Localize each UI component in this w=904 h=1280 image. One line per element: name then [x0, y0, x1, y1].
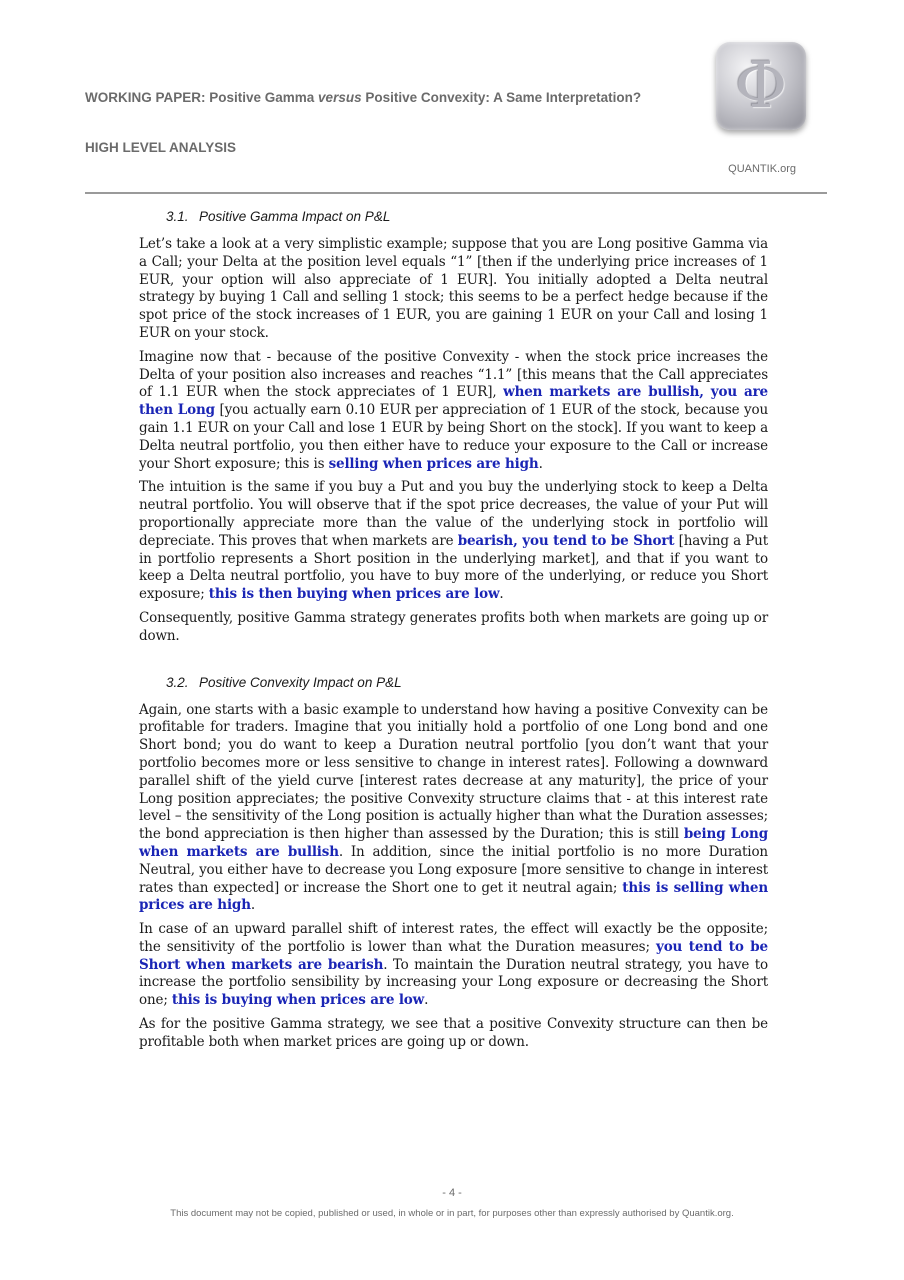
text-run: Again, one starts with a basic example to understand how having a positive Convexity can be profitable for traders. Imagine that you initially hold a portfolio of one Long bond and one Short bond; you do want to keep a Duration neutral portfolio [you don’t want that your portfolio becomes more or less sensitive to change in interest rates]. Following a downward parallel shift of the yield curve [interest rates decrease at any maturity], the price of your Long position appreciates; the positive Convexity structure claims that - at this interest rate level – the sensitivity of the Long position is actually higher than what the Duration assesses; the bond appreciation is then higher than assessed by the Duration; this is still	[139, 701, 768, 843]
paragraph	[139, 479, 768, 604]
text-run: The intuition is the same if you buy a Put and you buy the underlying stock to keep a Delta neutral portfolio. You will observe that if the spot price decreases, the value of your Put will proportionally appreciate more than the value of the underlying stock in portfolio will depreciate. This proves that when markets are	[139, 479, 768, 549]
highlight-text: this is buying when prices are low	[171, 992, 425, 1009]
site-label: QUANTIK.org	[728, 163, 796, 175]
phi-logo-icon: Φ	[734, 49, 788, 123]
highlight-text: this is then buying when prices are low	[208, 586, 500, 603]
header-divider	[85, 192, 827, 194]
paragraph: Consequently, positive Gamma strategy generates profits both when markets are going up or down.	[139, 609, 768, 644]
text-run: .	[499, 586, 504, 603]
text-run: .	[538, 455, 543, 472]
page-number: - 4 -	[442, 1187, 462, 1199]
highlight-text: bearish, you tend to be Short	[457, 532, 675, 549]
paragraph: Let’s take a look at a very simplistic example; suppose that you are Long positive Gamma via a Call; your Delta at the position level equals “1” [then if the underlying price increases of 1 EUR, your option will also appreciate of 1 EUR]. You initially adopted a Delta neutral strategy by buying 1 Call and selling 1 stock; this seems to be a perfect hedge because if the spot price of the stock increases of 1 EUR, you are gaining 1 EUR on your Call and losing 1 EUR on your stock.	[139, 236, 768, 341]
paragraph	[139, 702, 768, 916]
text-run: . In addition, since the initial portfolio is no more Duration Neutral, you either have to decrease you Long exposure [more sensitive to change in interest rates than expected] or increase the Short one to get it neutral again;	[139, 843, 768, 896]
paragraph	[139, 921, 768, 1010]
paragraph: As for the positive Gamma strategy, we see that a positive Convexity structure can then be profitable both when market prices are going up or down.	[139, 1016, 768, 1050]
quantik-logo	[716, 42, 806, 130]
text-run: Imagine now that - because of the positive Convexity - when the stock price increases the Delta of your position also increases and reaches “1.1” [this means that the Call appreciates of 1.1 EUR when the stock appreciates of 1 EUR],	[139, 348, 768, 401]
section-title: Positive Gamma Impact on P&L	[199, 209, 391, 224]
title-part-1: WORKING PAPER: Positive Gamma	[85, 90, 319, 105]
paragraph	[139, 349, 768, 474]
highlight-text: this is selling when prices are high	[139, 879, 768, 914]
section-number: 3.1.	[166, 209, 189, 224]
section-number: 3.2.	[166, 674, 189, 690]
text-run: . To maintain the Duration neutral strategy, you have to increase the portfolio sensibility by increasing your Long exposure or decreasing the Short one;	[139, 956, 768, 1009]
highlight-text: selling when prices are high	[328, 455, 539, 472]
section-heading-3-1	[166, 206, 768, 228]
page-body	[139, 206, 768, 1058]
section-heading-3-2	[166, 672, 768, 694]
document-title	[85, 90, 641, 105]
section-title: Positive Convexity Impact on P&L	[199, 674, 402, 690]
title-part-2: Positive Convexity: A Same Interpretation?	[361, 90, 642, 105]
text-run: [having a Put in portfolio represents a Short position in the underlying market], and that if you want to keep a Delta neutral portfolio, you have to buy more of the underlying, or reduce you Short exposure;	[139, 532, 768, 603]
highlight-text: when markets are bullish, you are then Long	[139, 384, 769, 419]
text-run: .	[424, 992, 429, 1009]
document-subtitle: HIGH LEVEL ANALYSIS	[85, 140, 237, 155]
title-italic: versus	[318, 90, 362, 105]
text-run: In case of an upward parallel shift of interest rates, the effect will exactly be the opposite; the sensitivity of the portfolio is lower than what the Duration measures;	[139, 921, 768, 955]
highlight-text: you tend to be Short when markets are bearish	[139, 938, 768, 973]
text-run: [you actually earn 0.10 EUR per appreciation of 1 EUR of the stock, because you gain 1.1 EUR on your Call and lose 1 EUR by being Short on the stock]. If you want to keep a Delta neutral portfolio, you then either have to reduce your exposure to the Call or increase your Short exposure; this is	[139, 402, 768, 472]
footer-disclaimer: This document may not be copied, published or used, in whole or in part, for purposes other than expressly authorised by Quantik.org.	[170, 1208, 734, 1219]
highlight-text: being Long when markets are bullish	[139, 826, 768, 860]
text-run: .	[250, 897, 256, 914]
